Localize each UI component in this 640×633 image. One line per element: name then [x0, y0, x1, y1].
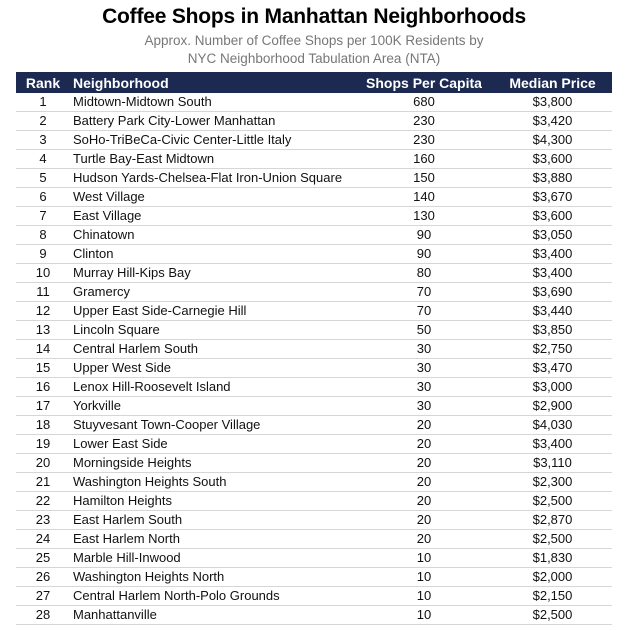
table-row: [16, 530, 612, 549]
chart-title: Coffee Shops in Manhattan Neighborhoods: [102, 5, 526, 28]
neighborhood-cell: Washington Heights South: [73, 474, 227, 489]
rank-cell: 5: [39, 170, 47, 185]
table-row: [16, 568, 612, 587]
median-price-cell: $3,880: [532, 170, 573, 185]
rank-cell: 18: [35, 417, 51, 432]
rank-cell: 7: [39, 208, 47, 223]
rank-cell: 12: [35, 303, 51, 318]
median-price-cell: $3,420: [532, 113, 573, 128]
table-row: [16, 188, 612, 207]
shops-per-capita-cell: 680: [413, 94, 435, 109]
table-row: [16, 169, 612, 188]
shops-per-capita-cell: 10: [416, 588, 432, 603]
median-price-cell: $2,500: [532, 607, 573, 622]
shops-per-capita-cell: 20: [416, 531, 432, 546]
table-row: [16, 131, 612, 150]
table-row: [16, 435, 612, 454]
shops-per-capita-cell: 50: [416, 322, 432, 337]
table-row: [16, 587, 612, 606]
rank-cell: 9: [39, 246, 47, 261]
neighborhood-cell: Yorkville: [73, 398, 121, 413]
median-price-cell: $3,400: [532, 436, 573, 451]
median-price-cell: $3,600: [532, 208, 573, 223]
shops-per-capita-cell: 230: [413, 132, 435, 147]
shops-per-capita-cell: 70: [416, 284, 432, 299]
rank-cell: 22: [35, 493, 51, 508]
median-price-cell: $2,750: [532, 341, 573, 356]
neighborhood-cell: East Harlem North: [73, 531, 180, 546]
shops-per-capita-cell: 10: [416, 569, 432, 584]
table-row: [16, 397, 612, 416]
rank-cell: 17: [35, 398, 51, 413]
median-price-cell: $2,500: [532, 493, 573, 508]
neighborhood-cell: Gramercy: [73, 284, 131, 299]
table-row: [16, 340, 612, 359]
data-table: [16, 72, 612, 625]
neighborhood-cell: Battery Park City-Lower Manhattan: [73, 113, 276, 128]
column-header-shops-per-capita: Shops Per Capita: [366, 74, 482, 91]
neighborhood-cell: SoHo-TriBeCa-Civic Center-Little Italy: [73, 132, 292, 147]
neighborhood-cell: Lower East Side: [73, 436, 168, 451]
column-header-neighborhood: Neighborhood: [73, 74, 169, 91]
shops-per-capita-cell: 90: [416, 246, 432, 261]
table-row: [16, 226, 612, 245]
rank-cell: 16: [35, 379, 51, 394]
rank-cell: 1: [39, 94, 47, 109]
shops-per-capita-cell: 90: [416, 227, 432, 242]
rank-cell: 11: [36, 284, 50, 299]
shops-per-capita-cell: 20: [416, 512, 432, 527]
rank-cell: 25: [35, 550, 51, 565]
table-body: [16, 93, 612, 625]
neighborhood-cell: East Harlem South: [73, 512, 183, 527]
neighborhood-cell: Murray Hill-Kips Bay: [73, 265, 191, 280]
shops-per-capita-cell: 20: [416, 474, 432, 489]
shops-per-capita-cell: 70: [416, 303, 432, 318]
rank-cell: 26: [35, 569, 51, 584]
table-row: [16, 245, 612, 264]
rank-cell: 2: [39, 113, 47, 128]
median-price-cell: $2,000: [532, 569, 573, 584]
table-row: [16, 264, 612, 283]
shops-per-capita-cell: 160: [413, 151, 435, 166]
median-price-cell: $2,300: [532, 474, 573, 489]
neighborhood-cell: East Village: [73, 208, 142, 223]
shops-per-capita-cell: 150: [413, 170, 435, 185]
shops-per-capita-cell: 20: [416, 436, 432, 451]
neighborhood-cell: Morningside Heights: [73, 455, 192, 470]
neighborhood-cell: Lincoln Square: [73, 322, 160, 337]
median-price-cell: $2,900: [532, 398, 573, 413]
median-price-cell: $3,400: [532, 265, 573, 280]
shops-per-capita-cell: 140: [413, 189, 435, 204]
neighborhood-cell: Upper West Side: [73, 360, 172, 375]
rank-cell: 20: [35, 455, 51, 470]
table-row: [16, 359, 612, 378]
shops-per-capita-cell: 30: [416, 379, 432, 394]
median-price-cell: $4,300: [532, 132, 573, 147]
rank-cell: 27: [35, 588, 51, 603]
shops-per-capita-cell: 30: [416, 398, 432, 413]
median-price-cell: $3,440: [532, 303, 573, 318]
rank-cell: 28: [35, 607, 51, 622]
neighborhood-cell: Central Harlem North-Polo Grounds: [73, 588, 280, 603]
shops-per-capita-cell: 30: [416, 360, 432, 375]
shops-per-capita-cell: 230: [413, 113, 435, 128]
neighborhood-cell: Upper East Side-Carnegie Hill: [73, 303, 247, 318]
median-price-cell: $3,800: [532, 94, 573, 109]
median-price-cell: $3,670: [532, 189, 573, 204]
table-row: [16, 150, 612, 169]
rank-cell: 24: [35, 531, 51, 546]
shops-per-capita-cell: 20: [416, 493, 432, 508]
neighborhood-cell: Hamilton Heights: [73, 493, 172, 508]
median-price-cell: $2,500: [532, 531, 573, 546]
neighborhood-cell: Chinatown: [73, 227, 135, 242]
median-price-cell: $3,470: [532, 360, 573, 375]
rank-cell: 14: [35, 341, 51, 356]
column-header-median-price: Median Price: [509, 74, 596, 91]
shops-per-capita-cell: 30: [416, 341, 432, 356]
rank-cell: 10: [35, 265, 51, 280]
shops-per-capita-cell: 20: [416, 417, 432, 432]
shops-per-capita-cell: 10: [416, 550, 432, 565]
rank-cell: 4: [39, 151, 47, 166]
median-price-cell: $1,830: [532, 550, 573, 565]
shops-per-capita-cell: 80: [416, 265, 432, 280]
neighborhood-cell: Central Harlem South: [73, 341, 198, 356]
table-header-row: [16, 72, 612, 93]
table-row: [16, 302, 612, 321]
median-price-cell: $3,050: [532, 227, 573, 242]
chart-subtitle-line-2: NYC Neighborhood Tabulation Area (NTA): [187, 51, 441, 66]
neighborhood-cell: Stuyvesant Town-Cooper Village: [73, 417, 261, 432]
rank-cell: 19: [35, 436, 51, 451]
table-row: [16, 454, 612, 473]
table-row: [16, 416, 612, 435]
table-row: [16, 112, 612, 131]
median-price-cell: $3,600: [532, 151, 573, 166]
neighborhood-cell: Turtle Bay-East Midtown: [73, 151, 215, 166]
median-price-cell: $3,000: [532, 379, 573, 394]
rank-cell: 3: [39, 132, 47, 147]
column-header-rank: Rank: [25, 74, 61, 91]
neighborhood-cell: Clinton: [73, 246, 114, 261]
table-row: [16, 492, 612, 511]
neighborhood-cell: Lenox Hill-Roosevelt Island: [73, 379, 231, 394]
table-row: [16, 321, 612, 340]
shops-per-capita-cell: 130: [413, 208, 435, 223]
median-price-cell: $2,150: [532, 588, 573, 603]
median-price-cell: $3,850: [532, 322, 573, 337]
rank-cell: 6: [39, 189, 47, 204]
rank-cell: 13: [35, 322, 51, 337]
table-row: [16, 511, 612, 530]
rank-cell: 15: [35, 360, 51, 375]
neighborhood-cell: Manhattanville: [73, 607, 157, 622]
table-row: [16, 473, 612, 492]
median-price-cell: $3,110: [533, 455, 572, 470]
table-row: [16, 378, 612, 397]
chart-subtitle-line-1: Approx. Number of Coffee Shops per 100K Residents by: [144, 33, 484, 48]
neighborhood-cell: Washington Heights North: [73, 569, 225, 584]
rank-cell: 23: [35, 512, 51, 527]
neighborhood-cell: Hudson Yards-Chelsea-Flat Iron-Union Square: [73, 170, 343, 185]
table-row: [16, 606, 612, 625]
table-row: [16, 549, 612, 568]
neighborhood-cell: Midtown-Midtown South: [73, 94, 212, 109]
neighborhood-cell: West Village: [73, 189, 145, 204]
table-row: [16, 93, 612, 112]
table-row: [16, 283, 612, 302]
rank-cell: 8: [39, 227, 47, 242]
table-row: [16, 207, 612, 226]
median-price-cell: $3,400: [532, 246, 573, 261]
rank-cell: 21: [35, 474, 51, 489]
neighborhood-cell: Marble Hill-Inwood: [73, 550, 181, 565]
median-price-cell: $3,690: [532, 284, 573, 299]
shops-per-capita-cell: 20: [416, 455, 432, 470]
median-price-cell: $4,030: [532, 417, 573, 432]
shops-per-capita-cell: 10: [416, 607, 432, 622]
median-price-cell: $2,870: [532, 512, 573, 527]
